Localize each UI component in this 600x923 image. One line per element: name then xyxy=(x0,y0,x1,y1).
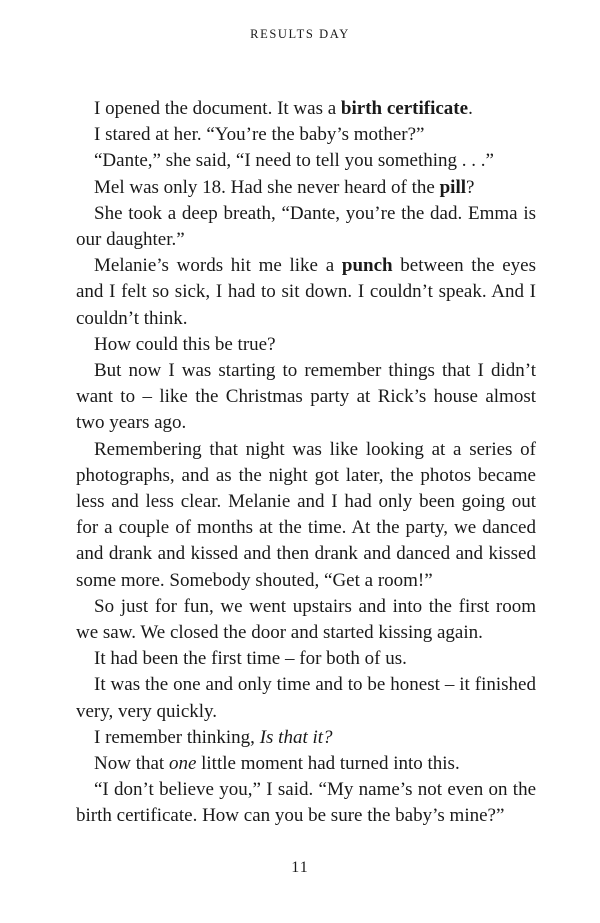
paragraph xyxy=(76,253,536,332)
paragraph xyxy=(76,725,536,751)
text-run: She took a deep breath, “Dante, you’re the dad. Emma is our daughter.” xyxy=(76,202,536,251)
text-run: Melanie’s words hit me like a xyxy=(94,255,342,277)
text-run: I remember thinking, xyxy=(94,726,260,748)
paragraph xyxy=(76,672,536,724)
paragraph xyxy=(76,777,536,829)
text-run: between the eyes and I felt so sick, I had to sit down. I couldn’t speak. And I couldn’t think. xyxy=(76,255,537,329)
bold-text: birth certificate xyxy=(340,98,469,119)
italic-text: Is that it? xyxy=(259,726,333,748)
text-run: But now I was starting to remember things that I didn’t want to – like the Christmas party at Rick’s house almost two years ago. xyxy=(76,360,536,434)
bold-text: punch xyxy=(341,255,393,277)
text-run: little moment had turned into this. xyxy=(196,753,460,775)
paragraph xyxy=(76,175,536,201)
italic-text: one xyxy=(168,753,197,775)
paragraph xyxy=(76,751,536,777)
paragraph xyxy=(76,148,536,174)
text-run: . xyxy=(468,98,473,119)
body-text xyxy=(76,96,536,830)
text-run: Now that xyxy=(94,753,169,775)
text-run: I stared at her. “You’re the baby’s mother?” xyxy=(94,124,425,146)
text-run: ? xyxy=(466,176,475,198)
text-run: How could this be true? xyxy=(94,333,276,355)
text-run: It was the one and only time and to be honest – it finished very, very quickly. xyxy=(76,674,536,722)
paragraph xyxy=(76,201,536,253)
paragraph xyxy=(76,437,536,594)
page-number: 11 xyxy=(291,859,309,876)
paragraph xyxy=(76,646,536,672)
running-head: RESULTS DAY xyxy=(250,27,350,41)
paragraph xyxy=(76,122,536,148)
text-run: I opened the document. It was a xyxy=(94,98,341,119)
text-run: Remembering that night was like looking at a series of photographs, and as the night got later, the photos became less and less clear. Melanie and I had only been going out for a couple of months at the time. At the party, we danced and drank and kissed and then drank and danced and kissed some more. Somebody shouted, “Get a room!” xyxy=(76,438,536,591)
text-run: “I don’t believe you,” I said. “My name’s not even on the birth certificate. How can you be sure the baby’s mine?” xyxy=(76,779,536,827)
paragraph xyxy=(76,332,536,358)
paragraph xyxy=(76,358,536,437)
text-run: So just for fun, we went upstairs and into the first room we saw. We closed the door and started kissing again. xyxy=(76,595,536,644)
bold-text: pill xyxy=(439,176,466,198)
text-run: “Dante,” she said, “I need to tell you something . . .” xyxy=(94,150,494,172)
paragraph xyxy=(76,96,536,122)
paragraph xyxy=(76,594,536,646)
text-run: Mel was only 18. Had she never heard of the xyxy=(94,176,440,198)
text-run: It had been the first time – for both of us. xyxy=(94,648,407,670)
